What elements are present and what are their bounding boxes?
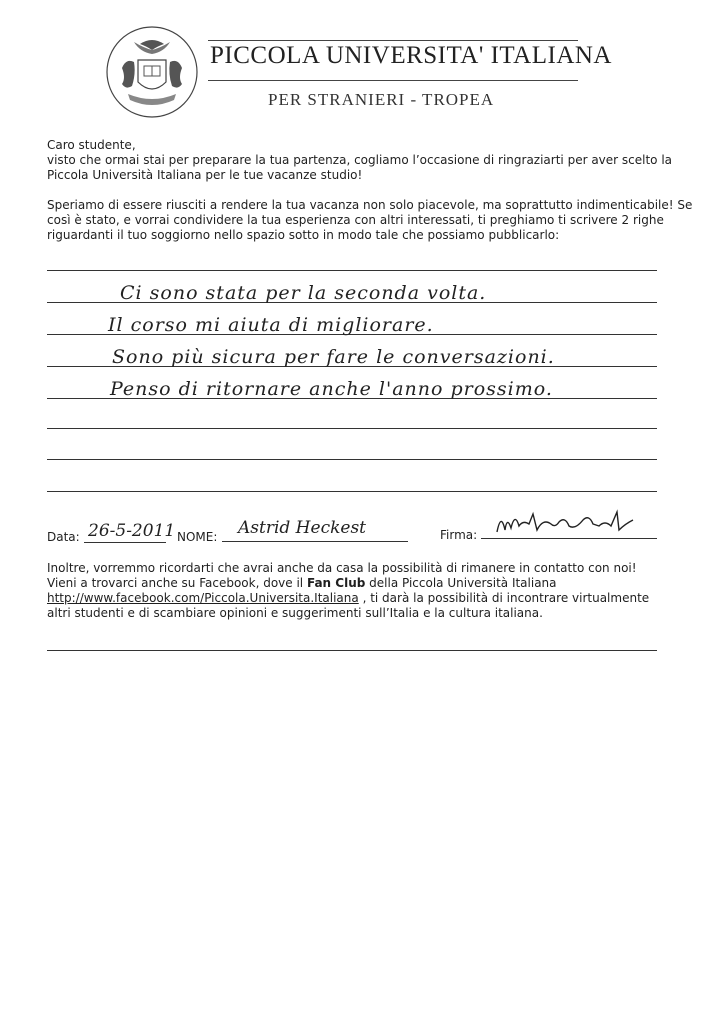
greeting: Caro studente, (47, 138, 136, 152)
handwritten-line-1: Ci sono stata per la seconda volta. (120, 282, 487, 304)
date-value: 26-5-2011 (88, 521, 176, 541)
handwritten-line-2: Il corso mi aiuta di migliorare. (108, 314, 434, 336)
name-label: NOME: (177, 530, 218, 544)
handwritten-line-4: Penso di ritornare anche l'anno prossimo. (110, 378, 553, 400)
intro-line-2: Piccola Università Italiana per le tue vacanze studio! (47, 168, 363, 182)
request-line-2: così è stato, e vorrai condividere la tua esperienza con altri interessati, ti preghiamo ti scrivere 2 righe (47, 213, 664, 227)
bottom-divider (47, 650, 657, 651)
handwritten-line-3: Sono più sicura per fare le conversazioni. (112, 346, 555, 368)
university-title: PICCOLA UNIVERSITA' ITALIANA (210, 42, 612, 69)
name-value: Astrid Heckest (238, 518, 367, 538)
footer-line-1: Inoltre, vorremmo ricordarti che avrai anche da casa la possibilità di rimanere in contatto con noi! (47, 561, 637, 575)
date-label: Data: (47, 530, 80, 544)
writing-line (47, 270, 657, 271)
writing-line (47, 428, 657, 429)
fan-club-text: Fan Club (306, 576, 366, 590)
intro-line-1: visto che ormai stai per preparare la tua partenza, cogliamo l’occasione di ringraziarti per aver scelto la (47, 153, 673, 167)
writing-line (47, 459, 657, 460)
writing-line (47, 491, 657, 492)
signature (493, 506, 643, 538)
facebook-link[interactable]: http://www.facebook.com/Piccola.Universita.Italiana (47, 591, 359, 605)
footer-line-3 (47, 591, 649, 606)
footer-line-2 (47, 576, 557, 591)
date-underline (84, 542, 166, 543)
footer-line-2-post: della Piccola Università Italiana (365, 576, 557, 590)
request-line-1: Speriamo di essere riusciti a rendere la tua vacanza non solo piacevole, ma soprattutto indimenticabile! Se (47, 198, 693, 212)
name-underline (222, 541, 408, 542)
footer-line-4: altri studenti e di scambiare opinioni e suggerimenti sull’Italia e la cultura italiana. (47, 606, 543, 620)
signature-label: Firma: (440, 528, 478, 542)
university-crest-icon (104, 24, 200, 120)
signature-underline (481, 538, 657, 539)
footer-line-2-pre: Vieni a trovarci anche su Facebook, dove il (47, 576, 307, 590)
header-top-rule (208, 40, 578, 41)
footer-line-3-post: , ti darà la possibilità di incontrare virtualmente (358, 591, 650, 605)
header-bottom-rule (208, 80, 578, 81)
request-line-3: riguardanti il tuo soggiorno nello spazio sotto in modo tale che possiamo pubblicarlo: (47, 228, 560, 242)
university-subtitle: PER STRANIERI - TROPEA (268, 90, 495, 109)
